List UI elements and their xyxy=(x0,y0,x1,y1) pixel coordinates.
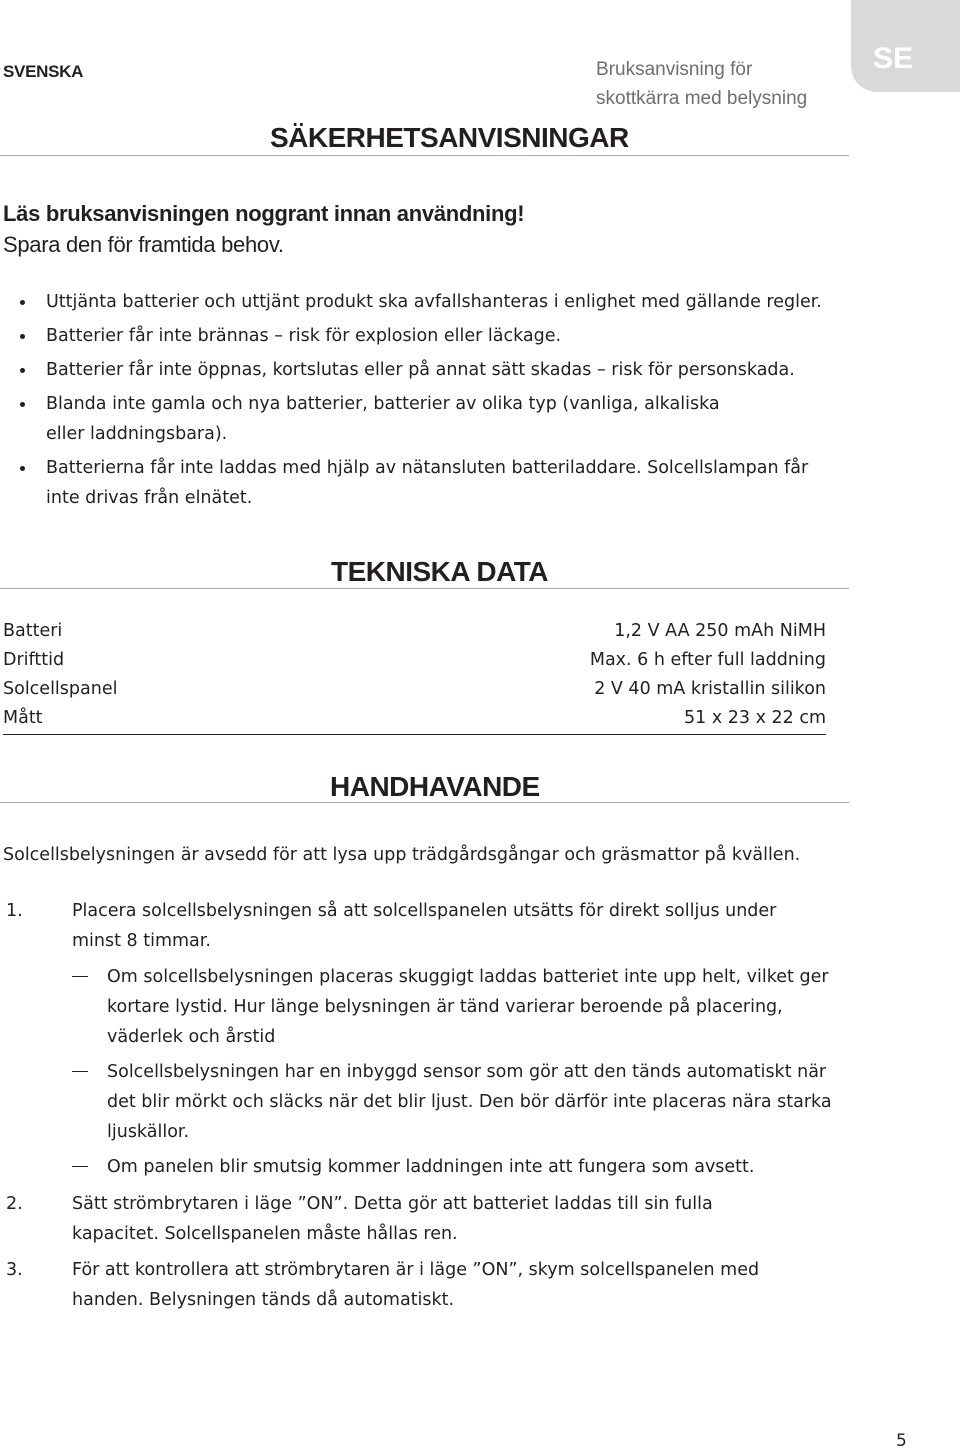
usage-rule xyxy=(0,802,849,803)
usage-title: HANDHAVANDE xyxy=(330,771,540,802)
step-2 xyxy=(0,1189,850,1249)
note-text: Solcellsbelysningen har en inbyggd sensor som gör att den tänds automatiskt när det blir mörkt och släcks när det blir ljust. Den bör därför inte placeras nära starka ljuskällor. xyxy=(107,1062,832,1142)
note-text: Om panelen blir smutsig kommer laddningen inte att fungera som avsett. xyxy=(107,1157,755,1177)
spec-label: Batteri xyxy=(3,621,63,641)
usage-intro: Solcellsbelysningen är avsedd för att lysa upp trädgårdsgångar och gräsmattor på kvällen. xyxy=(3,845,801,865)
safety-rule xyxy=(0,155,849,156)
step-text: Placera solcellsbelysningen så att solcellspanelen utsätts för direkt solljus under minst 8 timmar. xyxy=(72,901,777,951)
spec-value: 2 V 40 mA kristallin silikon xyxy=(594,679,826,699)
tech-rule xyxy=(0,588,849,589)
dash-icon xyxy=(72,976,88,977)
language-tab-label: SE xyxy=(873,42,914,75)
safety-lead-normal: Spara den för framtida behov. xyxy=(3,232,284,257)
step-text: Sätt strömbrytaren i läge ”ON”. Detta gör att batteriet laddas till sin fulla kapacitet. Solcellspanelen måste hållas ren. xyxy=(72,1194,713,1244)
spec-label: Solcellspanel xyxy=(3,679,118,699)
spec-label: Drifttid xyxy=(3,650,65,670)
language-label: SVENSKA xyxy=(3,62,84,81)
bullet-icon xyxy=(20,368,25,373)
step-1-note-1 xyxy=(0,962,850,1052)
list-item xyxy=(0,355,850,385)
list-item xyxy=(0,389,850,449)
spec-label: Mått xyxy=(3,708,43,728)
step-number: 3. xyxy=(6,1260,23,1280)
bullet-icon xyxy=(20,466,25,471)
document-title xyxy=(596,55,807,113)
list-item xyxy=(0,321,850,351)
bullet-icon xyxy=(20,334,25,339)
document-title-line-1: Bruksanvisning för xyxy=(596,59,753,80)
document-title-line-2: skottkärra med belysning xyxy=(596,88,808,109)
safety-lead xyxy=(3,198,524,260)
tech-title: TEKNISKA DATA xyxy=(331,556,548,587)
page-number: 5 xyxy=(896,1431,907,1451)
safety-bullet-list xyxy=(0,287,850,517)
step-1-note-2 xyxy=(0,1057,850,1147)
bullet-text: Batterierna får inte laddas med hjälp av nätansluten batteriladdare. Solcellslampan får inte drivas från elnätet. xyxy=(46,458,809,508)
dash-icon xyxy=(72,1166,88,1167)
safety-lead-bold: Läs bruksanvisningen noggrant innan användning! xyxy=(3,201,525,226)
step-number: 1. xyxy=(6,901,23,921)
bullet-text: Batterier får inte brännas – risk för explosion eller läckage. xyxy=(46,326,562,346)
list-item xyxy=(0,453,850,513)
spec-value: 1,2 V AA 250 mAh NiMH xyxy=(614,621,826,641)
bullet-icon xyxy=(20,300,25,305)
spec-table-bottom-rule xyxy=(3,734,826,735)
bullet-text: Uttjänta batterier och uttjänt produkt ska avfallshanteras i enlighet med gällande regler. xyxy=(46,292,822,312)
spec-value: Max. 6 h efter full laddning xyxy=(589,650,826,670)
dash-icon xyxy=(72,1071,88,1072)
bullet-icon xyxy=(20,402,25,407)
language-tab xyxy=(851,0,960,92)
step-1-note-3 xyxy=(0,1152,850,1182)
step-text: För att kontrollera att strömbrytaren är i läge ”ON”, skym solcellspanelen med handen. Belysningen tänds då automatiskt. xyxy=(72,1260,760,1310)
spec-value: 51 x 23 x 22 cm xyxy=(684,708,826,728)
list-item xyxy=(0,287,850,317)
step-3 xyxy=(0,1255,850,1315)
step-1 xyxy=(0,896,850,956)
bullet-text: Batterier får inte öppnas, kortslutas eller på annat sätt skadas – risk för personskada. xyxy=(46,360,795,380)
step-number: 2. xyxy=(6,1194,23,1214)
safety-title: SÄKERHETSANVISNINGAR xyxy=(270,122,629,153)
note-text: Om solcellsbelysningen placeras skuggigt laddas batteriet inte upp helt, vilket ger kortare lystid. Hur länge belysningen är tänd varierar beroende på placering, väderlek och årstid xyxy=(107,967,829,1047)
usage-step-list xyxy=(0,896,850,1321)
bullet-text: Blanda inte gamla och nya batterier, batterier av olika typ (vanliga, alkaliska eller laddningsbara). xyxy=(46,394,720,444)
